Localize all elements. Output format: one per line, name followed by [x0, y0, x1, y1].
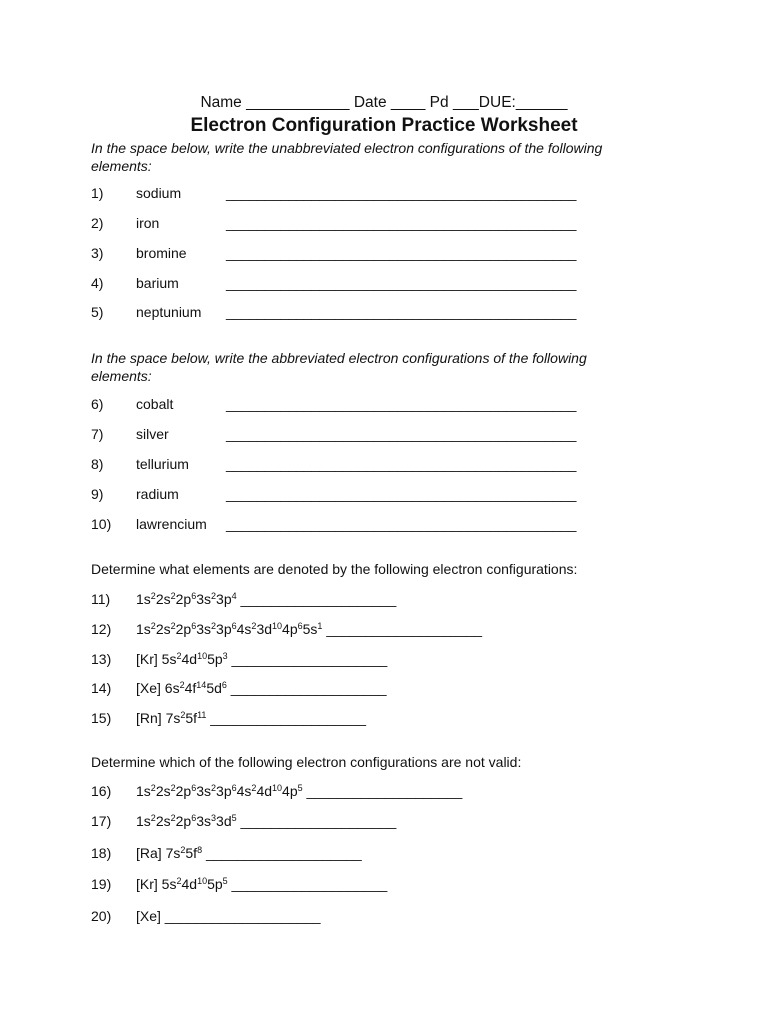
question-number: 1) [91, 185, 104, 201]
electron-configuration [136, 813, 396, 829]
orbital-label: 5f [185, 710, 198, 726]
electron-count: 14 [196, 680, 207, 690]
section3-instruction: Determine what elements are denoted by the following electron configurations: [91, 561, 578, 577]
question-row [0, 456, 768, 476]
orbital-label: 3s [196, 621, 212, 637]
orbital-label: 5p [207, 876, 223, 892]
electron-count: 4 [231, 591, 237, 601]
electron-configuration [136, 621, 482, 637]
answer-line[interactable]: ____________________ [160, 908, 321, 924]
element-name: lawrencium [136, 516, 207, 532]
orbital-label: 5d [206, 680, 222, 696]
orbital-label: [Kr] 5s [136, 651, 177, 667]
orbital-label: 2s [155, 813, 171, 829]
electron-count: 10 [197, 651, 208, 661]
question-row [0, 304, 768, 324]
question-number: 15) [91, 710, 112, 726]
question-row [0, 651, 768, 671]
question-row [0, 845, 768, 865]
electron-count: 6 [191, 783, 197, 793]
element-name: tellurium [136, 456, 189, 472]
question-row [0, 516, 768, 536]
answer-line[interactable]: ____________________ [322, 621, 483, 637]
orbital-label: 3s [196, 783, 212, 799]
question-row [0, 275, 768, 295]
question-number: 20) [91, 908, 112, 924]
orbital-label: 3p [216, 591, 232, 607]
answer-line[interactable]: ____________________ [227, 651, 388, 667]
answer-line[interactable]: ____________________ [236, 591, 397, 607]
answer-line[interactable]: ____________________ [302, 783, 463, 799]
electron-count: 2 [211, 621, 217, 631]
question-number: 16) [91, 783, 112, 799]
question-number: 14) [91, 680, 112, 696]
electron-configuration [136, 680, 387, 696]
question-number: 18) [91, 845, 112, 861]
orbital-label: 2s [155, 783, 171, 799]
orbital-label: 5f [185, 845, 198, 861]
question-number: 6) [91, 396, 104, 412]
page-title: Electron Configuration Practice Worksheet [190, 115, 578, 136]
electron-count: 2 [150, 621, 156, 631]
orbital-label: 4s [236, 783, 252, 799]
orbital-label: 3s [196, 813, 212, 829]
orbital-label: [Xe] [136, 908, 161, 924]
section1-instruction: In the space below, write the unabbreviated electron configurations of the following elements: [91, 140, 603, 174]
electron-configuration [136, 908, 321, 924]
orbital-label: 5p [207, 651, 223, 667]
question-row [0, 783, 768, 803]
answer-line[interactable]: ____________________ [226, 680, 387, 696]
electron-count: 2 [251, 783, 257, 793]
question-number: 9) [91, 486, 104, 502]
question-row [0, 710, 768, 730]
orbital-label: 2p [175, 783, 192, 799]
element-name: sodium [136, 185, 182, 201]
answer-line[interactable]: _____________________________________________ [226, 516, 577, 532]
electron-count: 10 [272, 783, 283, 793]
orbital-label: 4d [256, 783, 273, 799]
element-name: iron [136, 215, 160, 231]
electron-count: 2 [170, 783, 176, 793]
orbital-label: 3p [216, 783, 232, 799]
electron-count: 6 [191, 621, 197, 631]
answer-line[interactable]: _____________________________________________ [226, 396, 577, 412]
orbital-label: 4p [282, 621, 298, 637]
orbital-label: 2p [175, 621, 192, 637]
electron-count: 2 [211, 783, 217, 793]
electron-count: 3 [222, 651, 228, 661]
electron-count: 6 [231, 783, 237, 793]
electron-count: 5 [231, 813, 237, 823]
question-number: 4) [91, 275, 104, 291]
question-row [0, 245, 768, 265]
question-number: 5) [91, 304, 104, 320]
orbital-label: 2p [175, 591, 192, 607]
electron-count: 2 [170, 621, 176, 631]
electron-count: 2 [170, 591, 176, 601]
question-number: 3) [91, 245, 104, 261]
orbital-label: 3d [256, 621, 273, 637]
orbital-label: 1s [136, 591, 151, 607]
electron-count: 6 [191, 813, 197, 823]
answer-line[interactable]: ____________________ [236, 813, 397, 829]
electron-configuration [136, 651, 387, 667]
question-row [0, 908, 768, 928]
electron-configuration [136, 876, 387, 892]
electron-count: 2 [211, 591, 217, 601]
question-row [0, 426, 768, 446]
answer-line[interactable]: _____________________________________________ [226, 486, 577, 502]
electron-count: 2 [176, 651, 182, 661]
question-number: 7) [91, 426, 104, 442]
element-name: radium [136, 486, 179, 502]
element-name: silver [136, 426, 169, 442]
question-row [0, 621, 768, 641]
answer-line[interactable]: _____________________________________________ [226, 456, 577, 472]
orbital-label: 1s [136, 783, 151, 799]
orbital-label: 1s [136, 621, 151, 637]
electron-count: 1 [317, 621, 323, 631]
question-number: 19) [91, 876, 112, 892]
element-name: bromine [136, 245, 187, 261]
answer-line[interactable]: ____________________ [227, 876, 388, 892]
orbital-label: 3p [216, 621, 232, 637]
electron-configuration [136, 591, 396, 607]
element-name: cobalt [136, 396, 174, 412]
electron-count: 2 [176, 876, 182, 886]
orbital-label: 4p [282, 783, 298, 799]
question-row [0, 185, 768, 205]
element-name: neptunium [136, 304, 202, 320]
question-number: 17) [91, 813, 112, 829]
electron-count: 10 [272, 621, 283, 631]
question-number: 8) [91, 456, 104, 472]
element-name: barium [136, 275, 179, 291]
answer-line[interactable]: ____________________ [206, 710, 367, 726]
electron-count: 2 [150, 813, 156, 823]
electron-configuration [136, 710, 366, 726]
electron-count: 5 [222, 876, 228, 886]
answer-line[interactable]: _____________________________________________ [226, 245, 577, 261]
question-number: 11) [91, 591, 111, 607]
orbital-label: 2s [155, 621, 171, 637]
electron-configuration [136, 783, 462, 799]
orbital-label: 1s [136, 813, 151, 829]
orbital-label: 2p [175, 813, 192, 829]
answer-line[interactable]: _____________________________________________ [226, 275, 577, 291]
orbital-label: [Rn] 7s [136, 710, 181, 726]
question-row [0, 876, 768, 896]
answer-line[interactable]: _____________________________________________ [226, 304, 577, 320]
question-number: 2) [91, 215, 104, 231]
answer-line[interactable]: _____________________________________________ [226, 426, 577, 442]
question-row [0, 486, 768, 506]
orbital-label: 4d [181, 876, 198, 892]
orbital-label: 4f [184, 680, 197, 696]
orbital-label: 4s [236, 621, 252, 637]
answer-line[interactable]: ____________________ [202, 845, 362, 861]
orbital-label: 3s [196, 591, 212, 607]
electron-count: 2 [180, 710, 186, 720]
answer-line[interactable]: _____________________________________________ [226, 185, 577, 201]
electron-count: 2 [150, 783, 156, 793]
electron-count: 6 [297, 621, 303, 631]
question-number: 12) [91, 621, 112, 637]
question-row [0, 396, 768, 416]
answer-line[interactable]: _____________________________________________ [226, 215, 577, 231]
question-number: 10) [91, 516, 112, 532]
section4-instruction: Determine which of the following electron configurations are not valid: [91, 754, 522, 770]
electron-count: 5 [297, 783, 303, 793]
electron-count: 10 [197, 876, 208, 886]
orbital-label: 3d [216, 813, 232, 829]
question-row [0, 680, 768, 700]
electron-count: 3 [211, 813, 217, 823]
name-date-due-line: Name ____________ Date ____ Pd ___DUE:______ [200, 94, 568, 111]
section2-instruction: In the space below, write the abbreviated electron configurations of the following elements: [91, 350, 587, 384]
electron-count: 6 [221, 680, 227, 690]
electron-count: 2 [179, 680, 185, 690]
orbital-label: 2s [155, 591, 171, 607]
question-row [0, 813, 768, 833]
electron-count: 2 [180, 845, 186, 855]
orbital-label: [Kr] 5s [136, 876, 177, 892]
question-number: 13) [91, 651, 112, 667]
electron-count: 2 [150, 591, 156, 601]
orbital-label: [Ra] 7s [136, 845, 181, 861]
question-row [0, 591, 768, 611]
question-row [0, 215, 768, 235]
electron-count: 2 [251, 621, 257, 631]
orbital-label: 5s [302, 621, 318, 637]
orbital-label: 4d [181, 651, 198, 667]
electron-count: 6 [231, 621, 237, 631]
orbital-label: [Xe] 6s [136, 680, 180, 696]
electron-count: 2 [170, 813, 176, 823]
electron-configuration [136, 845, 362, 861]
electron-count: 11 [197, 710, 207, 720]
electron-count: 6 [191, 591, 197, 601]
electron-count: 8 [197, 845, 203, 855]
